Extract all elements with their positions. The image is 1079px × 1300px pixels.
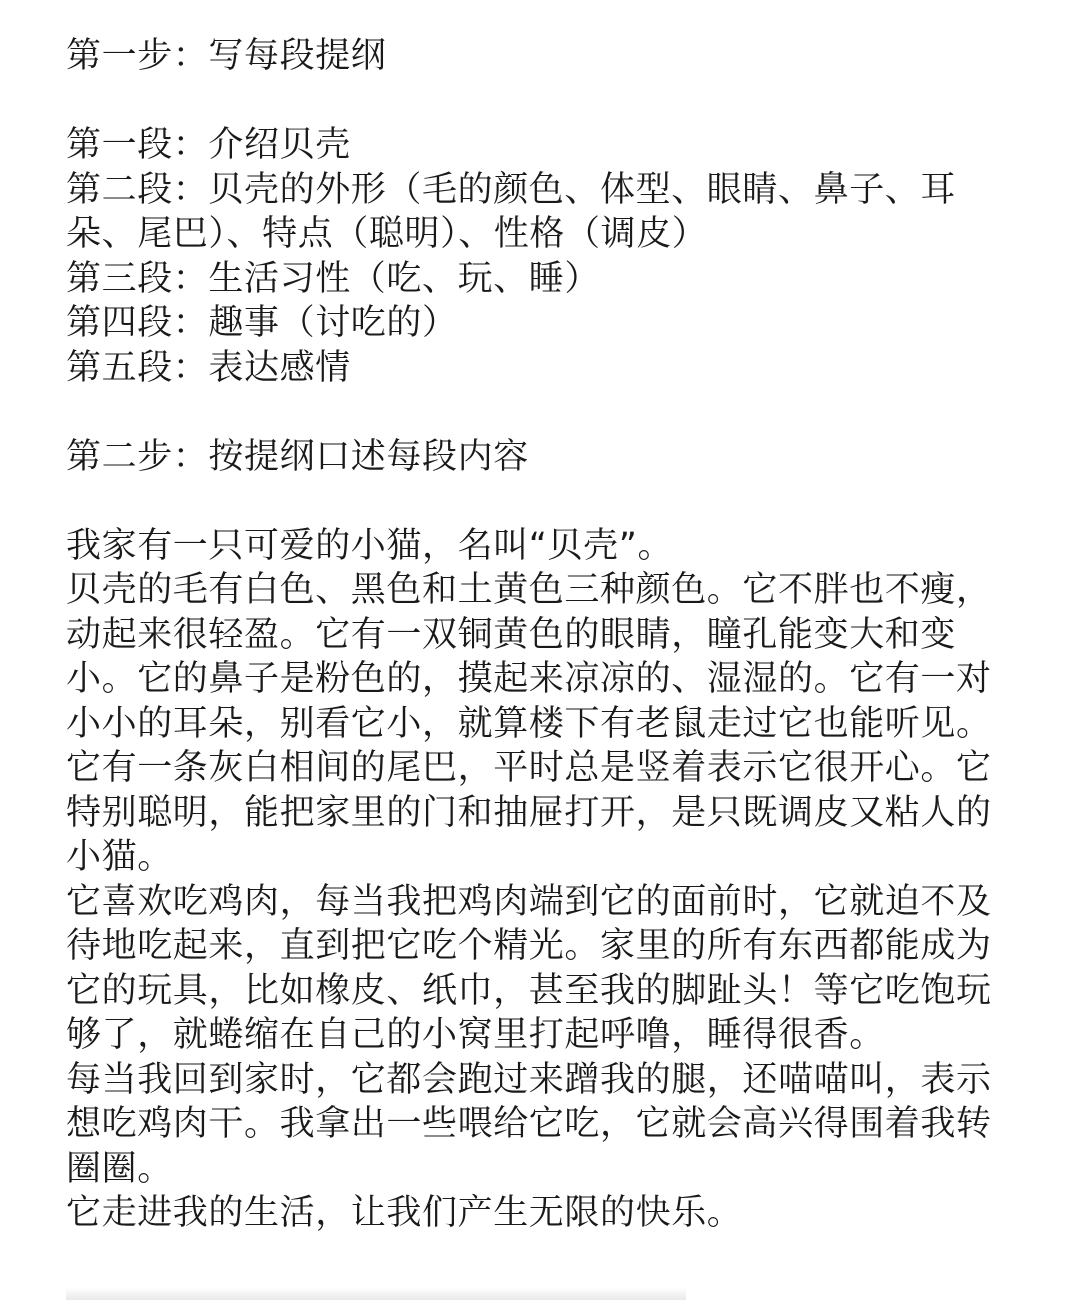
step2-heading: 第二步：按提纲口述每段内容 — [66, 436, 529, 477]
essay-paragraph-3: 它喜欢吃鸡肉，每当我把鸡肉端到它的面前时，它就迫不及待地吃起来，直到把它吃个精光。家里的所有东西都能成为它的玩具，比如橡皮、纸巾，甚至我的脚趾头！等它吃饱玩够了，就蜷缩在自己的小窝里打起呼噜，睡得很香。 — [66, 881, 992, 1055]
outline-item-2: 第二段：贝壳的外形（毛的颜色、体型、眼睛、鼻子、耳朵、尾巴）、特点（聪明）、性格（调皮） — [66, 169, 957, 254]
cut-off-next-line — [66, 1288, 686, 1300]
essay-paragraph-5: 它走进我的生活，让我们产生无限的快乐。 — [66, 1193, 743, 1233]
essay-paragraph-2: 贝壳的毛有白色、黑色和土黄色三种颜色。它不胖也不瘦，动起来很轻盈。它有一双铜黄色的眼睛，瞳孔能变大和变小。它的鼻子是粉色的，摸起来凉凉的、湿湿的。它有一对小小的耳朵，别看它小，就算楼下有老鼠走过它也能听见。它有一条灰白相间的尾巴，平时总是竖着表示它很开心。它特别聪明，能把家里的门和抽屉打开，是只既调皮又粘人的小猫。 — [66, 570, 992, 877]
blank-line — [66, 79, 1016, 124]
outline-item-4: 第四段：趣事（讨吃的） — [66, 303, 458, 343]
blank-line — [66, 479, 1016, 524]
blank-line — [66, 390, 1016, 435]
document-body — [66, 34, 1016, 1236]
step1-heading: 第一步：写每段提纲 — [66, 36, 387, 76]
outline-item-1: 第一段：介绍贝壳 — [66, 125, 351, 165]
essay-paragraph-4: 每当我回到家时，它都会跑过来蹭我的腿，还喵喵叫，表示想吃鸡肉干。我拿出一些喂给它吃，它就会高兴得围着我转圈圈。 — [66, 1059, 992, 1189]
outline-item-3: 第三段：生活习性（吃、玩、睡） — [66, 258, 601, 299]
outline-item-5: 第五段：表达感情 — [66, 347, 351, 388]
essay-paragraph-1: 我家有一只可爱的小猫，名叫“贝壳”。 — [66, 525, 674, 566]
